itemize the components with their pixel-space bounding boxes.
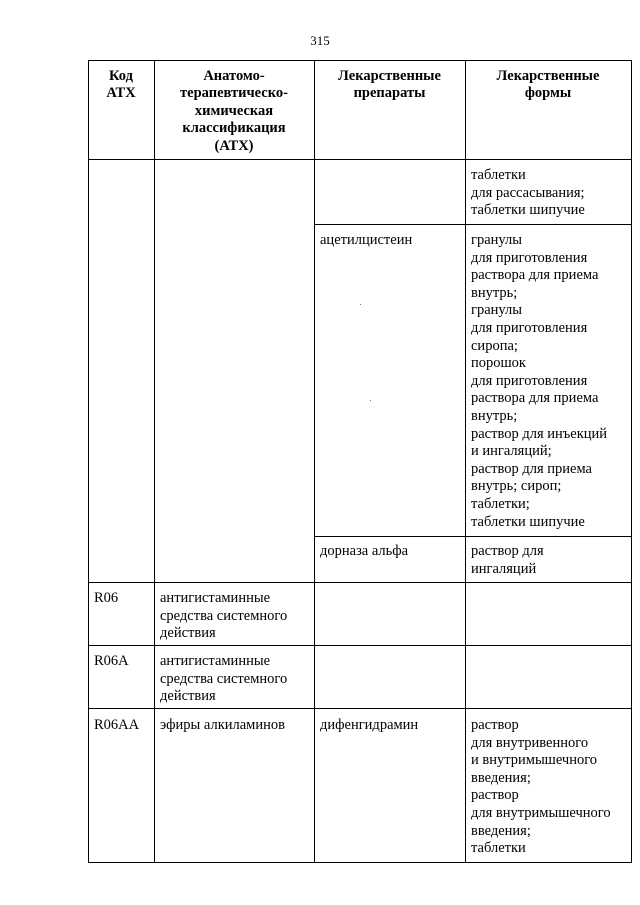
scan-speck (370, 400, 371, 401)
row-drug: дорназа альфа (320, 543, 409, 559)
table-border-right (631, 60, 632, 863)
row-code: R06AA (94, 717, 140, 733)
row-forms: таблетки для рассасывания; таблетки шипучие (471, 167, 585, 219)
row-divider-lozenges (314, 224, 632, 225)
row-divider-dornase (88, 582, 632, 583)
column-divider-drugs (465, 60, 466, 863)
row-code: R06A (94, 653, 129, 669)
drug-classification-table (88, 60, 632, 863)
column-divider-code (154, 60, 155, 863)
row-drug: дифенгидрамин (320, 717, 419, 733)
header-bottom-rule (88, 159, 632, 160)
row-divider-r06a (88, 708, 632, 709)
scan-speck (360, 304, 361, 305)
row-classification: антигистаминные средства системного действия (160, 653, 288, 705)
row-forms: гранулы для приготовления раствора для приема внутрь; гранулы для приготовления сиропа; порошок для приготовления раствора для приема внутрь; раствор для инъекций и ингаляций; раствор для приема внутрь; сироп; таблетки; таблетки шипучие (471, 232, 608, 530)
row-classification: антигистаминные средства системного действия (160, 590, 288, 642)
column-divider-classification (314, 60, 315, 863)
row-classification: эфиры алкиламинов (160, 717, 285, 733)
header-classification: Анатомо- терапевтическо- химическая классификация (АТХ) (180, 68, 288, 154)
header-drugs: Лекарственные препараты (338, 68, 441, 102)
row-divider-r06 (88, 645, 632, 646)
table-border-bottom (88, 862, 632, 863)
row-forms: раствор для внутривенного и внутримышечного введения; раствор для внутримышечного введения; таблетки (471, 717, 611, 857)
row-divider-acetylcysteine (314, 536, 632, 537)
row-forms: раствор для ингаляций (471, 543, 544, 577)
header-forms: Лекарственные формы (496, 68, 600, 102)
page-number: 315 (310, 33, 330, 48)
row-drug: ацетилцистеин (320, 232, 413, 248)
table-border-left (88, 60, 89, 863)
header-code: Код АТХ (106, 68, 136, 102)
table-border-top (88, 60, 632, 61)
row-code: R06 (94, 590, 119, 606)
